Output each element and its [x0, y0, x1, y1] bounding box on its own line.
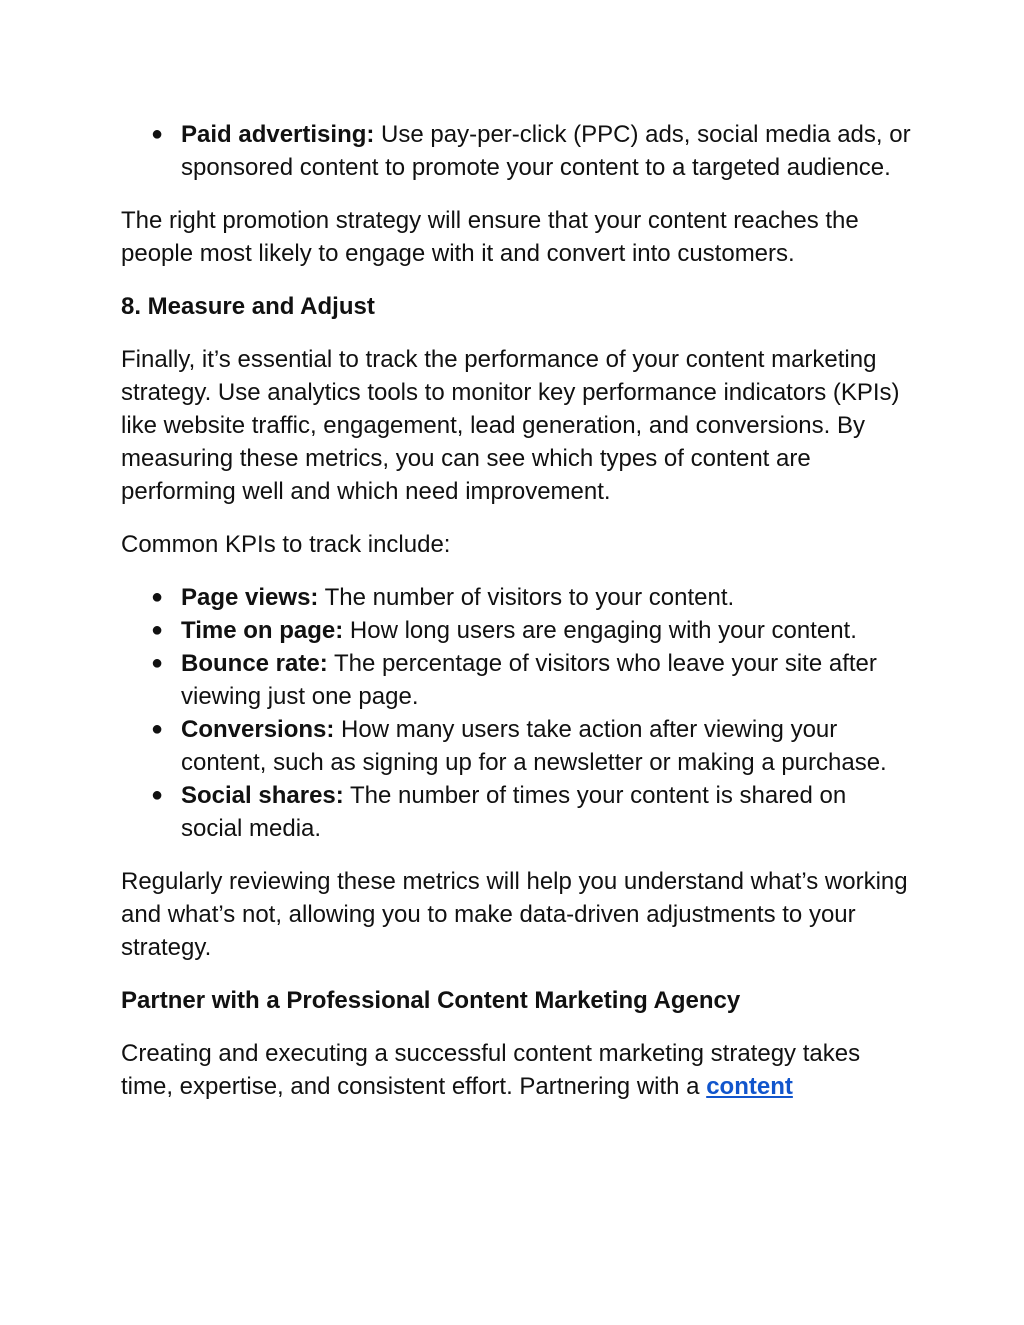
list-item-term: Page views:: [181, 584, 319, 611]
list-item-term: Bounce rate:: [181, 650, 328, 677]
list-item-text: How many users take action after viewing your content, such as signing up for a newsletter or making a purchase.: [181, 716, 887, 776]
measure-intro-paragraph: Finally, it’s essential to track the performance of your content marketing strategy. Use analytics tools to monitor key performance indicators (KPIs) like website traffic, engagement, lead generation, and conversions. By measuring these metrics, you can see which types of content are performing well and which need improvement.: [121, 346, 900, 505]
list-item-text: How long users are engaging with your content.: [343, 617, 857, 644]
document-page: [121, 118, 911, 1103]
section-heading-measure-adjust: 8. Measure and Adjust: [121, 293, 375, 320]
bullet-icon: ●: [151, 784, 164, 806]
list-item-term: Conversions:: [181, 716, 335, 743]
section-heading-partner-agency: Partner with a Professional Content Marketing Agency: [121, 987, 741, 1014]
list-item-time-on-page: [151, 614, 911, 647]
list-item-text: The percentage of visitors who leave your site after viewing just one page.: [181, 650, 877, 710]
list-item-social-shares: [151, 779, 911, 845]
partner-paragraph-text: Creating and executing a successful content marketing strategy takes time, expertise, and consistent effort. Partnering with a: [121, 1040, 861, 1100]
content-marketing-link[interactable]: content: [706, 1073, 793, 1100]
kpi-list: [121, 581, 911, 845]
promotion-summary-paragraph: The right promotion strategy will ensure that your content reaches the people most likely to engage with it and convert into customers.: [121, 207, 859, 267]
list-item-paid-advertising: [151, 118, 911, 184]
bullet-icon: ●: [151, 123, 164, 145]
list-item-bounce-rate: [151, 647, 911, 713]
bullet-icon: ●: [151, 718, 164, 740]
bullet-icon: ●: [151, 619, 164, 641]
bullet-icon: ●: [151, 652, 164, 674]
list-item-term: Social shares:: [181, 782, 344, 809]
kpi-intro-text: Common KPIs to track include:: [121, 531, 451, 558]
list-item-term: Paid advertising:: [181, 121, 375, 148]
partner-paragraph: [121, 1037, 911, 1103]
list-item-page-views: [151, 581, 911, 614]
metrics-review-paragraph: Regularly reviewing these metrics will help you understand what’s working and what’s not, allowing you to make data-driven adjustments to your strategy.: [121, 868, 908, 961]
list-item-text: Use pay-per-click (PPC) ads, social media ads, or sponsored content to promote your content to a targeted audience.: [181, 121, 911, 181]
bullet-icon: ●: [151, 586, 164, 608]
list-item-text: The number of times your content is shared on social media.: [181, 782, 847, 842]
list-item-text: The number of visitors to your content.: [318, 584, 735, 611]
list-item-conversions: [151, 713, 911, 779]
list-item-term: Time on page:: [181, 617, 344, 644]
promotion-method-list: [121, 118, 911, 184]
